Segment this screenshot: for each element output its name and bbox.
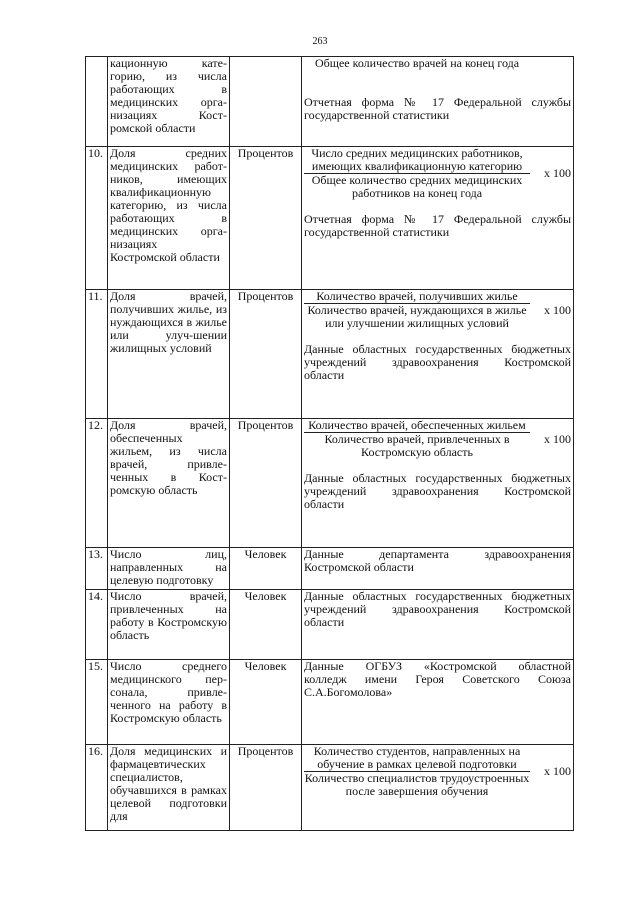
table-row: [86, 57, 574, 147]
denominator: Количество врачей, привлеченных в Костромскую область: [304, 432, 530, 459]
source-line: С.А.Богомолова»: [304, 685, 393, 699]
table-row: [86, 290, 574, 419]
unit: Процентов: [230, 419, 302, 548]
row-number: 10.: [86, 147, 108, 290]
indicator-name: Число среднего медицинского пер-сонала, привле-ченного на работу в Костромскую область: [108, 660, 230, 745]
calculation-cell: [302, 590, 574, 660]
source-line: области: [304, 368, 345, 382]
calculation-cell: [302, 419, 574, 548]
numerator: Число средних медицинских работников, имеющих квалификационную категорию: [311, 146, 523, 173]
calculation-cell: [302, 745, 574, 831]
source-line: Отчетная форма № 17 Федеральной службы: [304, 95, 571, 109]
table-row: [86, 590, 574, 660]
unit: [230, 57, 302, 147]
source-line: учреждений здравоохранения Костромской: [304, 355, 571, 369]
source-line: государственной статистики: [304, 225, 450, 239]
indicator-name: Доля врачей, обеспеченных жильем, из числа врачей, привле-ченных в Кост-ромскую область: [108, 419, 230, 548]
table-row: [86, 745, 574, 831]
indicator-name: Доля врачей, получивших жилье, из нуждающихся в жилье или улуч-шении жилищных условий: [108, 290, 230, 419]
numerator: Количество студентов, направленных на обучение в рамках целевой подготовки: [313, 744, 521, 771]
denominator-continuation: Общее количество врачей на конец года: [314, 56, 520, 70]
source-line: колледж имени Героя Советского Союза: [304, 672, 571, 686]
multiplier: x 100: [544, 166, 571, 180]
fraction: [304, 745, 530, 798]
source-line: Отчетная форма № 17 Федеральной службы: [304, 212, 571, 226]
source-line: Костромской области: [304, 560, 414, 574]
unit: Человек: [230, 590, 302, 660]
multiplier: x 100: [544, 302, 571, 317]
fraction: [304, 147, 530, 200]
indicator-name: кационную кате-горию, из числа работающих в медицинских орга-низациях Кост-ромской области: [108, 57, 230, 147]
unit: Процентов: [230, 147, 302, 290]
table-row: [86, 548, 574, 590]
row-number: 16.: [86, 745, 108, 831]
indicator-name: Число врачей, привлеченных на работу в Костромскую область: [108, 590, 230, 660]
indicators-table: [85, 56, 574, 831]
source-line: Данные областных государственных бюджетных: [304, 471, 571, 485]
data-source: [304, 213, 571, 239]
data-source: [304, 660, 571, 699]
source-line: учреждений здравоохранения Костромской: [304, 602, 571, 616]
row-number: 13.: [86, 548, 108, 590]
data-source: [304, 472, 571, 511]
unit: Процентов: [230, 745, 302, 831]
source-line: Данные департамента здравоохранения: [304, 547, 571, 561]
data-source: [304, 96, 571, 122]
data-source: [304, 548, 571, 574]
source-line: области: [304, 615, 345, 629]
calculation-cell: [302, 57, 574, 147]
row-number: 14.: [86, 590, 108, 660]
multiplier: x 100: [544, 431, 571, 446]
table-row: [86, 419, 574, 548]
calculation-cell: [302, 147, 574, 290]
row-number: 15.: [86, 660, 108, 745]
formula: [304, 147, 571, 200]
formula: [304, 745, 571, 798]
row-number: 12.: [86, 419, 108, 548]
fraction: [304, 290, 530, 330]
source-line: государственной статистики: [304, 108, 450, 122]
unit: Человек: [230, 660, 302, 745]
data-source: [304, 590, 571, 629]
indicator-name: Доля медицинских и фармацевтических специалистов, обучавшихся в рамках целевой подготовки для: [108, 745, 230, 831]
page-number: 263: [312, 36, 328, 47]
calculation-cell: [302, 660, 574, 745]
calculation-cell: [302, 548, 574, 590]
formula: [304, 290, 571, 330]
multiplier: x 100: [544, 764, 571, 778]
indicator-name: Доля средних медицинских работ-ников, имеющих квалификационную категорию, из числа работающих в медицинских орга-низациях Костромской области: [108, 147, 230, 290]
source-line: учреждений здравоохранения Костромской: [304, 484, 571, 498]
data-source: [304, 343, 571, 382]
indicator-name: Число лиц, направленных на целевую подготовку: [108, 548, 230, 590]
source-line: области: [304, 497, 345, 511]
source-line: Данные областных государственных бюджетных: [304, 342, 571, 356]
numerator: Количество врачей, обеспеченных жильем: [308, 418, 526, 432]
source-line: Данные областных государственных бюджетных: [304, 589, 571, 603]
calculation-cell: [302, 290, 574, 419]
table-row: [86, 147, 574, 290]
denominator: Общее количество средних медицинских работников на конец года: [304, 173, 530, 200]
unit: Процентов: [230, 290, 302, 419]
row-number: 11.: [86, 290, 108, 419]
unit: Человек: [230, 548, 302, 590]
row-number: [86, 57, 108, 147]
denominator: Количество специалистов трудоустроенных после завершения обучения: [304, 771, 530, 798]
denominator: Количество врачей, нуждающихся в жилье или улучшении жилищных условий: [304, 303, 530, 330]
formula: [304, 419, 571, 459]
numerator: Количество врачей, получивших жилье: [316, 289, 518, 303]
fraction: [304, 419, 530, 459]
source-line: Данные ОГБУЗ «Костромской областной: [304, 659, 571, 673]
table-row: [86, 660, 574, 745]
